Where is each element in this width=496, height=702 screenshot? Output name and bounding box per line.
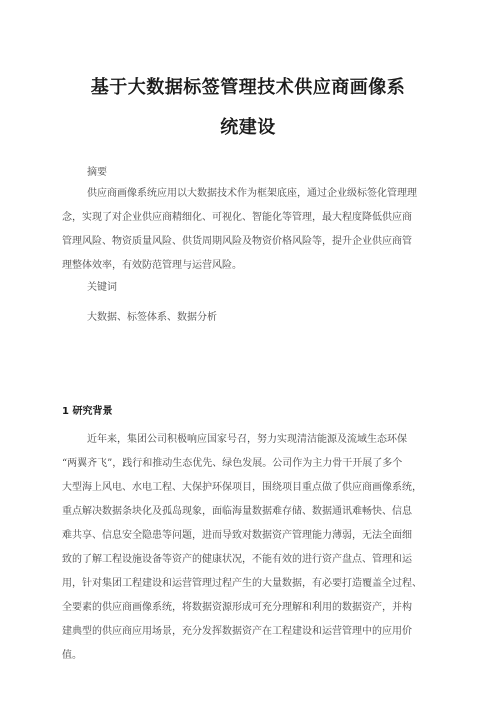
keywords-text: 大数据、标签体系、数据分析 xyxy=(87,312,217,323)
section-1-line: 值。 xyxy=(62,650,82,661)
section-1-line: 用，针对集团工程建设和运营管理过程产生的大量数据，有必要打造覆盖全过程、 xyxy=(62,578,422,589)
abstract-line: 念，实现了对企业供应商精细化、可视化、智能化等管理，最大程度降低供应商 xyxy=(62,212,412,223)
section-1-line: 重点解决数据条块化及孤岛现象，面临海量数据难存储、数据通讯难畅快、信息 xyxy=(62,506,412,517)
section-1-line: “两翼齐飞”，践行和推动生态优先、绿色发展。公司作为主力骨干开展了多个 xyxy=(62,458,403,469)
abstract-line: 供应商画像系统应用以大数据技术作为框架底座，通过企业级标签化管理理 xyxy=(87,188,417,199)
abstract-line: 理整体效率，有效防范管理与运营风险。 xyxy=(62,260,242,271)
document-title-line-1: 基于大数据标签管理技术供应商画像系 xyxy=(90,77,406,98)
section-1-line: 致的了解工程设施设备等资产的健康状况，不能有效的进行资产盘点、管理和运 xyxy=(62,554,412,565)
section-1-line: 建典型的供应商应用场景，充分发挥数据资产在工程建设和运营管理中的应用价 xyxy=(62,626,412,637)
section-1-heading: 1 研究背景 xyxy=(62,406,113,417)
section-1-line: 大型海上风电、水电工程、大保护环保项目，围绕项目重点做了供应商画像系统， xyxy=(62,482,422,493)
document-title-line-2: 统建设 xyxy=(220,117,276,138)
section-1-line: 全要素的供应商画像系统，将数据资源形成可充分理解和利用的数据资产，并构 xyxy=(62,602,412,613)
abstract-label: 摘要 xyxy=(87,167,107,178)
section-1-line: 近年来，集团公司积极响应国家号召，努力实现清洁能源及流域生态环保 xyxy=(87,434,407,445)
section-1-line: 难共享、信息安全隐患等问题，进而导致对数据资产管理能力薄弱，无法全面细 xyxy=(62,530,412,541)
abstract-line: 管理风险、物资质量风险、供货周期风险及物资价格风险等，提升企业供应商管 xyxy=(62,236,412,247)
keywords-label: 关键词 xyxy=(87,282,117,293)
